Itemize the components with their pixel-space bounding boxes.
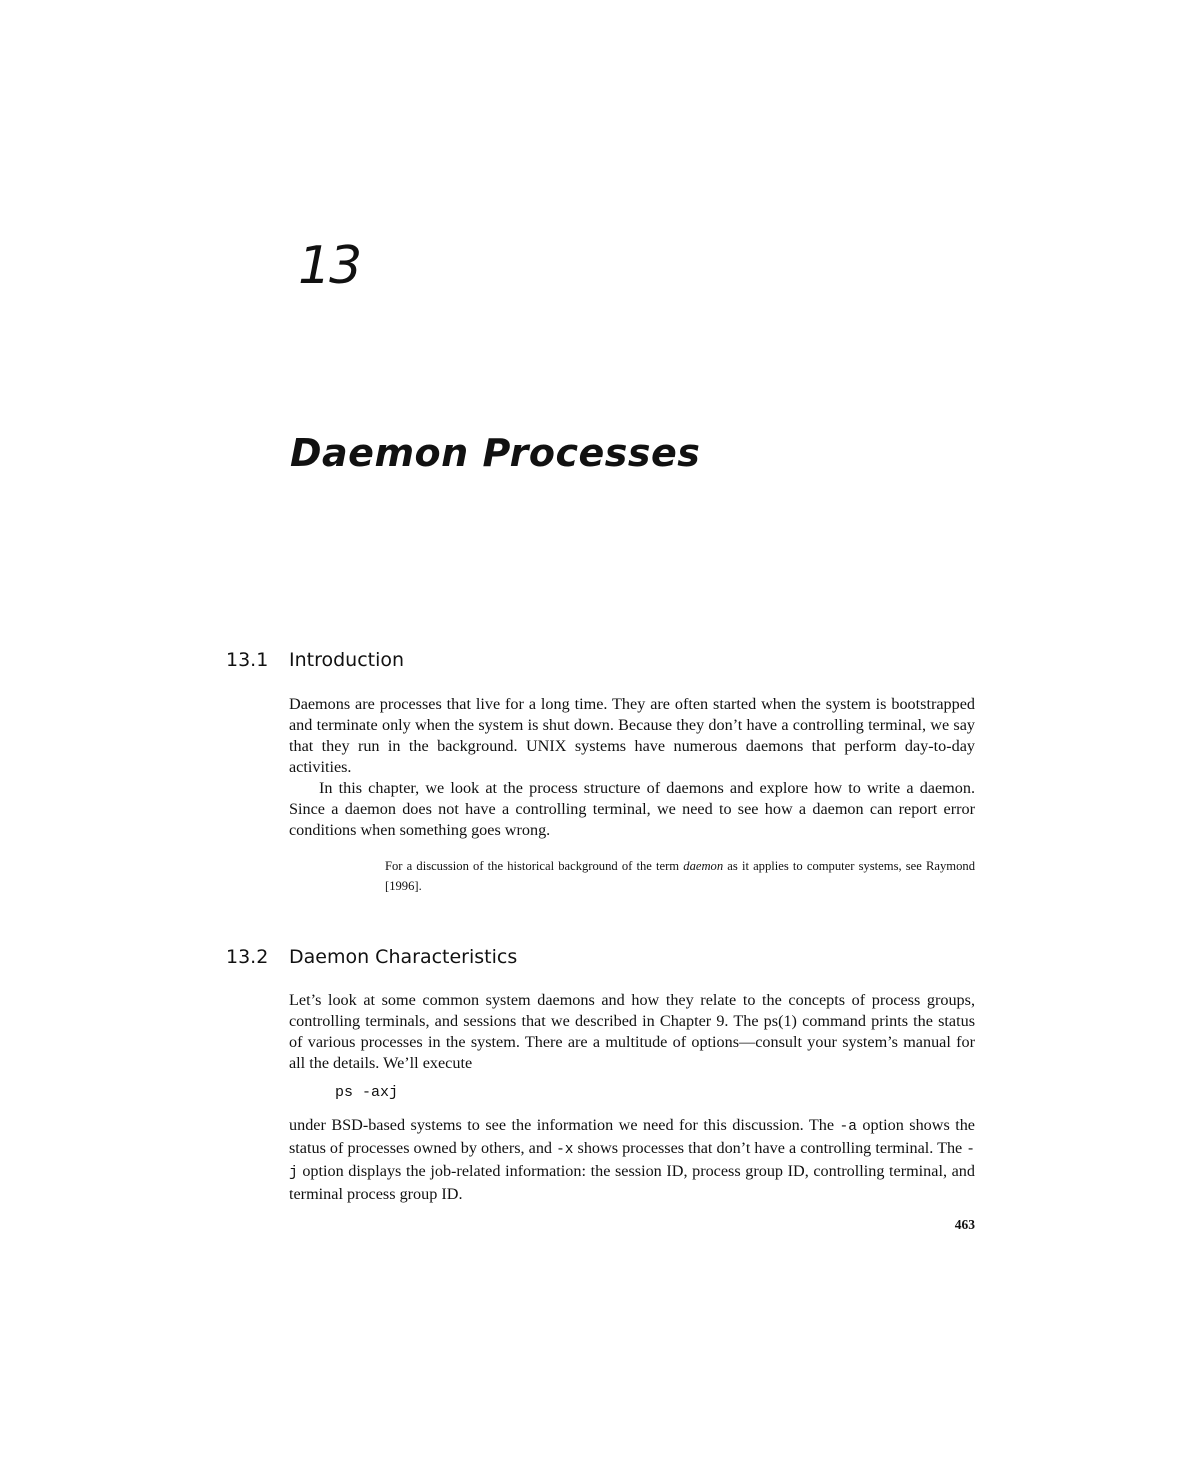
characteristics-body bbox=[289, 990, 975, 1074]
section-heading-daemon-characteristics bbox=[226, 945, 517, 969]
note-text: as it applies to computer systems, see Raymond [1996]. bbox=[385, 859, 975, 893]
option-code: -j bbox=[289, 1142, 975, 1181]
section-number: 13.1 bbox=[226, 649, 269, 671]
paragraph: Let’s look at some common system daemons and how they relate to the concepts of process groups, controlling terminals, and sessions that we described in Chapter 9. The ps(1) command prints the status of various processes in the system. There are a multitude of options—consult your system’s manual for all the details. We’ll execute bbox=[289, 991, 975, 1072]
paragraph bbox=[289, 1115, 975, 1205]
option-code: -a bbox=[839, 1119, 857, 1135]
text-run: option shows the status of processes owned by others, and bbox=[289, 1116, 975, 1157]
text-run: shows processes that don’t have a controlling terminal. The bbox=[573, 1139, 967, 1157]
section-number: 13.2 bbox=[226, 946, 269, 968]
text-run: option displays the job-related information: the session ID, process group ID, controlling terminal, and terminal process group ID. bbox=[289, 1162, 975, 1203]
footnote-remark bbox=[385, 856, 975, 896]
introduction-body bbox=[289, 694, 975, 841]
chapter-number: 13 bbox=[298, 236, 361, 296]
section-heading-introduction bbox=[226, 648, 404, 672]
page-number: 463 bbox=[954, 1217, 975, 1232]
code-example: ps -axj bbox=[335, 1084, 399, 1101]
note-text: For a discussion of the historical background of the term bbox=[385, 859, 684, 873]
section-title: Daemon Characteristics bbox=[289, 946, 518, 968]
option-code: -x bbox=[556, 1142, 574, 1158]
note-emphasis: daemon bbox=[683, 859, 724, 873]
characteristics-body-continued bbox=[289, 1115, 975, 1205]
section-title: Introduction bbox=[289, 649, 405, 671]
text-run: under BSD-based systems to see the information we need for this discussion. The bbox=[289, 1116, 840, 1134]
paragraph: Daemons are processes that live for a long time. They are often started when the system is bootstrapped and terminate only when the system is shut down. Because they don’t have a controlling terminal, we say that they run in the background. UNIX systems have numerous daemons that perform day-to-day activities. bbox=[289, 695, 975, 776]
chapter-title: Daemon Processes bbox=[290, 431, 701, 475]
paragraph: In this chapter, we look at the process structure of daemons and explore how to write a daemon. Since a daemon does not have a controlling terminal, we need to see how a daemon can report error conditions when something goes wrong. bbox=[289, 779, 975, 839]
